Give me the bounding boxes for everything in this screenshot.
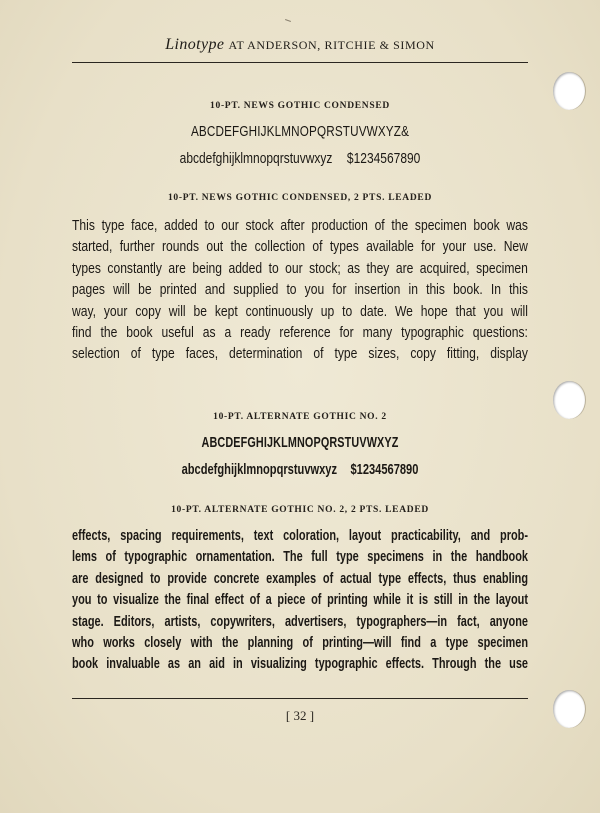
section2-paragraph [72,526,528,676]
section2-uppercase-alphabet: ABCDEFGHIJKLMNOPQRSTUVWXYZ [201,434,399,451]
paragraph-line: who works closely with the planning of printing—will find a type specimen [72,635,529,652]
running-head [0,36,600,54]
page-number: [ 32 ] [285,708,315,723]
running-head-company: AT ANDERSON, RITCHIE & SIMON [228,38,435,52]
section1-lowercase: abcdefghijklmnopqrstuvwxyz [179,150,333,167]
section2-leaded-label: 10-PT. ALTERNATE GOTHIC NO. 2, 2 PTS. LEADED [171,505,429,515]
section2-figures: $1234567890 [350,461,419,478]
paragraph-line: This type face, added to our stock after production of the specimen book was [72,218,528,234]
section1-leaded-label: 10-PT. NEWS GOTHIC CONDENSED, 2 PTS. LEADED [167,193,433,203]
paper-mark [285,19,291,22]
paragraph-line: started, further rounds out the collection of types available for your use. New [72,239,528,256]
section2-lowercase: abcdefghijklmnopqrstuvwxyz [181,461,338,478]
running-head-publication: Linotype [165,36,225,53]
section1-uppercase-alphabet: ABCDEFGHIJKLMNOPQRSTUVWXYZ& [190,123,410,140]
paragraph-line: you to visualize the final effect of a piece of printing while it is still in the layout [72,592,529,609]
paragraph-line: find the book useful as a ready reference for many typographic questions: [72,325,528,342]
paragraph-line: are designed to provide concrete examples of actual type effects, thus enabling [72,570,529,587]
paragraph-line: effects, spacing requirements, text coloration, layout practicability, and prob- [72,528,529,544]
footer-rule [72,698,528,699]
paragraph-line: stage. Editors, artists, copywriters, advertisers, typographers—in fact, anyone [72,613,529,630]
section1-lowercase-alphabet [60,150,540,167]
paragraph-line: types constantly are being added to our stock; as they are acquired, specimen [72,260,528,277]
section1-paragraph [72,216,528,366]
header-rule [72,62,528,63]
paragraph-line: lems of typographic ornamentation. The full type specimens in the handbook [72,549,529,566]
section2-label: 10-PT. ALTERNATE GOTHIC NO. 2 [213,412,387,422]
paragraph-line: way, your copy will be kept continuously up to date. We hope that you will [72,303,528,320]
paragraph-line: pages will be printed and supplied to you for insertion in this book. In this [72,282,528,299]
section1-label: 10-PT. NEWS GOTHIC CONDENSED [210,101,390,111]
section1-figures: $1234567890 [346,150,421,167]
paragraph-line: book invaluable as an aid in visualizing typographic effects. Through the use [72,656,529,673]
paragraph-line: selection of type faces, determination of type sizes, copy fitting, display [72,346,528,363]
section2-lowercase-alphabet [78,461,522,478]
